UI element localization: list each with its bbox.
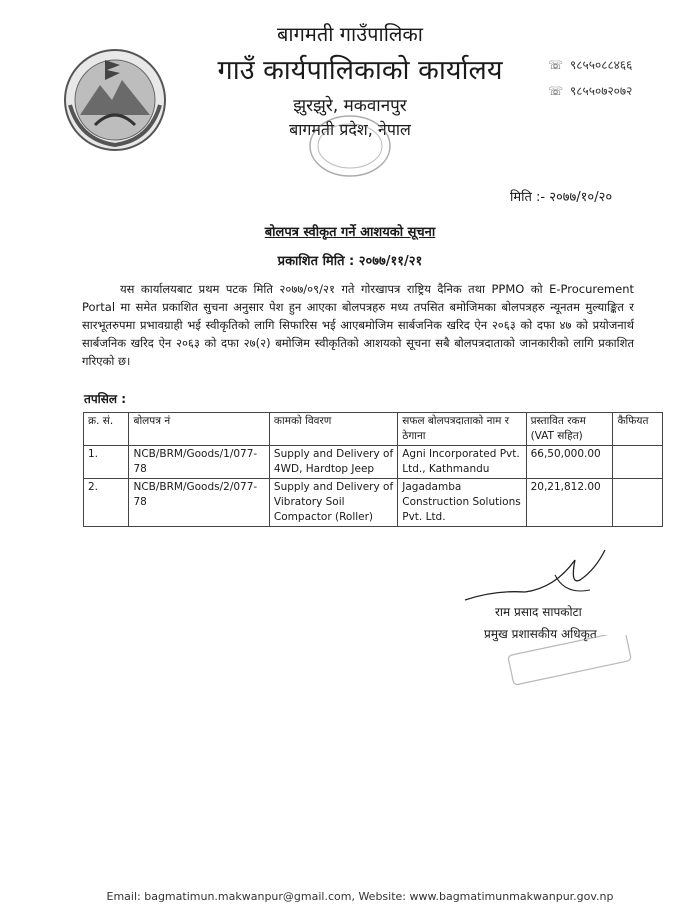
- phone-icon: ☏: [548, 84, 564, 98]
- award-table: [83, 412, 663, 527]
- header-work-description: कामको विवरण: [269, 413, 397, 446]
- cell-work-description: Supply and Delivery of 4WD, Hardtop Jeep: [269, 446, 397, 479]
- office-province: बागमती प्रदेश, नेपाल: [289, 120, 411, 139]
- signatory-name: राम प्रसाद सापकोटा: [495, 605, 582, 619]
- phone-icon: ☏: [548, 58, 564, 72]
- header-remarks: कैफियत: [613, 413, 663, 446]
- details-label: तपसिल :: [84, 392, 126, 406]
- notice-body: यस कार्यालयबाट प्रथम पटक मिति २०७७/०९/२१ गते गोरखापत्र राष्ट्रिय दैनिक तथा PPMO को E-Procurement Portal मा समेत प्रकाशित सुचना अनुसार पेश हुन आएका बोलपत्रहरु मध्य तपसित बमोजिमका बोलपत्रहरु न्यूनतम मुल्याङ्कित र सारभूतरुपमा प्रभावग्राही भई स्वीकृतिको लागि सिफारिस भई आएबमोजिम सार्बजनिक खरिद ऐन २०६३ को दफा ४७ को प्रयोजनार्थ सार्बजनिक खरिद ऐन २०६३ को दफा २७(२) बमोजिम स्वीकृतिको आशयको सूचना सबै बोलपत्रदाताको जानकारीको लागि प्रकाशित गरिएको छ।: [82, 282, 634, 368]
- table-row: [84, 479, 663, 527]
- signatory-title: प्रमुख प्रशासकीय अधिकृत: [484, 627, 597, 641]
- phone-line-2: [548, 82, 632, 99]
- cell-serial: 2.: [84, 479, 129, 527]
- cell-remarks: [613, 479, 663, 527]
- cell-amount: 20,21,812.00: [526, 479, 613, 527]
- phone-number: ९८५५०८८४६६: [570, 58, 633, 72]
- office-name: गाउँ कार्यपालिकाको कार्यालय: [217, 55, 503, 86]
- cell-bid-number: NCB/BRM/Goods/2/077-78: [129, 479, 269, 527]
- office-location: झुरझुरे, मकवानपुर: [293, 96, 407, 116]
- nepal-emblem-logo: [60, 45, 170, 155]
- cell-serial: 1.: [84, 446, 129, 479]
- cell-bidder: Agni Incorporated Pvt. Ltd., Kathmandu: [398, 446, 526, 479]
- office-stamp: [290, 108, 410, 183]
- cell-bidder: Jagadamba Construction Solutions Pvt. Ltd.: [398, 479, 526, 527]
- table-row: [84, 446, 663, 479]
- phone-number: ९८५५०७२०७२: [570, 84, 633, 98]
- letter-date: मिति :- २०७७/१०/२०: [510, 190, 613, 205]
- official-stamp: [505, 635, 635, 685]
- header-bidder: सफल बोलपत्रदाताको नाम र ठेगाना: [398, 413, 526, 446]
- cell-remarks: [613, 446, 663, 479]
- header-bid-number: बोलपत्र नं: [129, 413, 269, 446]
- handwritten-signature: [455, 540, 635, 610]
- cell-bid-number: NCB/BRM/Goods/1/077-78: [129, 446, 269, 479]
- published-date: प्रकाशित मिति : २०७७/११/२१: [277, 254, 423, 269]
- table-header-row: [84, 413, 663, 446]
- cell-work-description: Supply and Delivery of Vibratory Soil Compactor (Roller): [269, 479, 397, 527]
- municipality-name: बागमती गाउँपालिका: [277, 22, 423, 46]
- phone-line-1: [548, 56, 632, 73]
- header-serial: क्र. सं.: [84, 413, 129, 446]
- cell-amount: 66,50,000.00: [526, 446, 613, 479]
- header-amount: प्रस्तावित रकम (VAT सहित): [526, 413, 613, 446]
- notice-title: बोलपत्र स्वीकृत गर्ने आशयको सूचना: [264, 225, 436, 240]
- footer-contact: Email: bagmatimun.makwanpur@gmail.com, Website: www.bagmatimunmakwanpur.gov.np: [106, 890, 614, 903]
